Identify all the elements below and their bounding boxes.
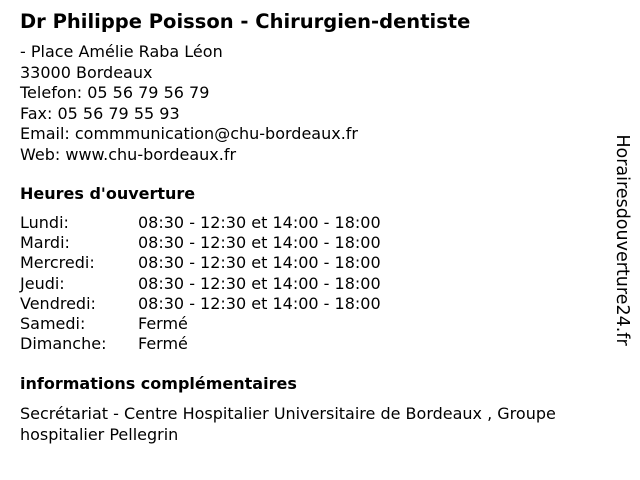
hours-row-thursday bbox=[20, 274, 381, 294]
hours-row-wednesday bbox=[20, 253, 381, 273]
time-value: 08:30 - 12:30 et 14:00 - 18:00 bbox=[138, 273, 381, 293]
time-value: 08:30 - 12:30 et 14:00 - 18:00 bbox=[138, 253, 381, 273]
day-label: Dimanche: bbox=[20, 334, 107, 354]
time-value: Fermé bbox=[138, 334, 188, 354]
city-line: 33000 Bordeaux bbox=[20, 62, 153, 82]
hours-row-saturday bbox=[20, 314, 381, 334]
day-label: Lundi: bbox=[20, 213, 69, 232]
additional-info-heading: informations complémentaires bbox=[20, 374, 297, 393]
hours-row-tuesday bbox=[20, 233, 381, 253]
hours-row-friday bbox=[20, 294, 381, 314]
time-value: 08:30 - 12:30 et 14:00 - 18:00 bbox=[138, 293, 381, 313]
day-label: Jeudi: bbox=[20, 273, 65, 293]
site-watermark: Horairesdouverture24.fr bbox=[612, 134, 632, 346]
day-label: Vendredi: bbox=[20, 293, 96, 313]
web-line: Web: www.chu-bordeaux.fr bbox=[20, 144, 237, 164]
contact-block bbox=[20, 42, 358, 165]
fax-line: Fax: 05 56 79 55 93 bbox=[20, 103, 180, 123]
additional-info-text: Secrétariat - Centre Hospitalier Universitaire de Bordeaux , Groupe hospitalier Pellegrin bbox=[20, 404, 556, 444]
time-value: 08:30 - 12:30 et 14:00 - 18:00 bbox=[138, 233, 381, 253]
time-value: 08:30 - 12:30 et 14:00 - 18:00 bbox=[138, 213, 381, 232]
page-title: Dr Philippe Poisson - Chirurgien-dentiste bbox=[20, 10, 471, 33]
day-label: Mardi: bbox=[20, 233, 70, 253]
opening-hours-heading: Heures d'ouverture bbox=[20, 184, 196, 203]
opening-hours-table bbox=[20, 213, 381, 354]
hours-row-monday bbox=[20, 213, 381, 233]
hours-row-sunday bbox=[20, 334, 381, 354]
day-label: Samedi: bbox=[20, 313, 86, 333]
phone-line: Telefon: 05 56 79 56 79 bbox=[20, 83, 210, 102]
email-line: Email: commmunication@chu-bordeaux.fr bbox=[20, 124, 358, 143]
address-line: - Place Amélie Raba Léon bbox=[20, 42, 223, 61]
time-value: Fermé bbox=[138, 313, 188, 333]
day-label: Mercredi: bbox=[20, 253, 95, 273]
